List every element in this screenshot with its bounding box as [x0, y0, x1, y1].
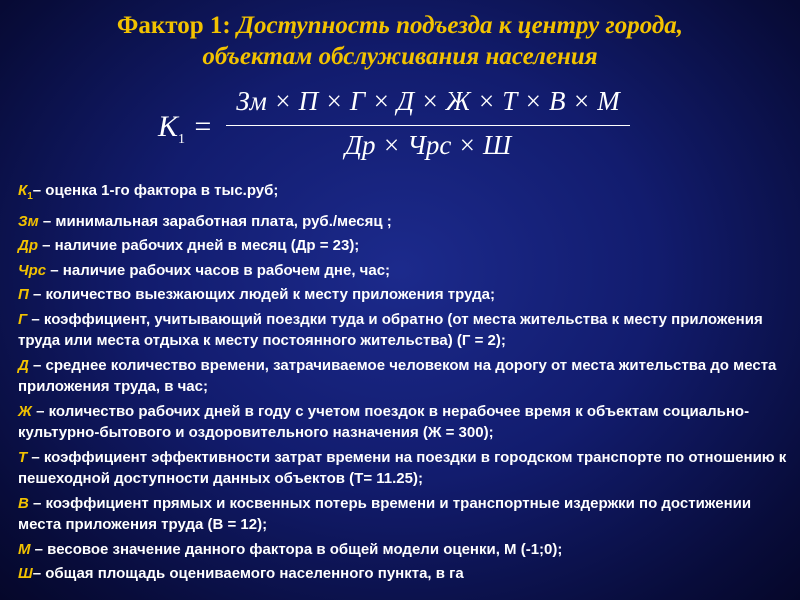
formula-denominator: Др × Чрс × Ш	[344, 130, 512, 160]
definition-text: – минимальная заработная плата, руб./месяц ;	[38, 212, 392, 230]
definition-symbol: Зм	[18, 212, 39, 230]
definition-text: – весовое значение данного фактора в общей модели оценки, М (-1;0);	[30, 540, 563, 558]
definition-text: – количество выезжающих людей к месту приложения труда;	[28, 286, 495, 303]
definition-item	[18, 447, 793, 490]
definition-symbol: П	[18, 286, 29, 303]
definition-text: – среднее количество времени, затрачиваемое человеком на дорогу от места жительства до места приложения труда, в час;	[18, 356, 777, 395]
definition-item	[18, 211, 793, 233]
definition-item	[18, 563, 793, 585]
definition-text: – количество рабочих дней в году с учетом поездок в нерабочее время к объектам социально-культурно-бытового и оздоровительного назначения (Ж = 300);	[18, 402, 750, 441]
definition-text: – общая площадь оцениваемого населенного пункта, в га	[32, 565, 464, 582]
definition-symbol: Ж	[18, 402, 32, 420]
definition-symbol: В	[18, 494, 29, 512]
definition-text: – коэффициент прямых и косвенных потерь времени и транспортные издержки по достижении места приложения труда (В = 12);	[18, 494, 752, 533]
title-line2: объектам обслуживания населения	[202, 43, 598, 70]
definition-item	[18, 260, 793, 282]
definition-item	[18, 401, 793, 444]
fraction-bar	[226, 125, 630, 126]
definition-text: – оценка 1-го фактора в тыс.руб;	[32, 182, 279, 199]
definition-item	[18, 309, 793, 352]
definition-symbol: Д	[18, 356, 29, 374]
definition-symbol: Ш	[18, 565, 33, 582]
title-line1: Доступность подъезда к центру города,	[230, 12, 684, 39]
definition-symbol: Др	[18, 237, 38, 254]
definition-symbol: М	[18, 540, 31, 558]
formula	[158, 86, 638, 166]
definition-text: – наличие рабочих дней в месяц (Др = 23);	[38, 237, 360, 254]
definition-symbol: Т	[18, 448, 28, 466]
definition-item	[18, 284, 793, 306]
definition-text: – коэффициент эффективности затрат времени на поездки в городском транспорте по отношению к пешеходной доступности данных объектов (Т= 11.25);	[18, 448, 787, 487]
title-factor: Фактор 1:	[116, 12, 231, 39]
definition-symbol: Чрс	[18, 261, 47, 279]
definition-item	[18, 355, 793, 398]
definition-item	[18, 493, 793, 536]
definition-item	[18, 235, 793, 257]
definitions-list	[18, 180, 793, 588]
definition-symbol: Г	[18, 310, 28, 328]
formula-lhs: $K_1$ =	[158, 110, 213, 147]
definition-text: – наличие рабочих часов в рабочем дне, час;	[46, 261, 391, 279]
definition-item	[18, 539, 793, 561]
slide-title	[0, 10, 800, 72]
formula-numerator: Зм × П × Г × Д × Ж × Т × В × М	[236, 86, 620, 116]
definition-item	[18, 180, 793, 208]
definition-text: – коэффициент, учитывающий поездки туда и обратно (от места жительства к месту приложения труда или места отдыха к месту постоянного жительства) (Г = 2);	[18, 310, 763, 349]
definition-symbol: $К_1$	[18, 182, 33, 202]
